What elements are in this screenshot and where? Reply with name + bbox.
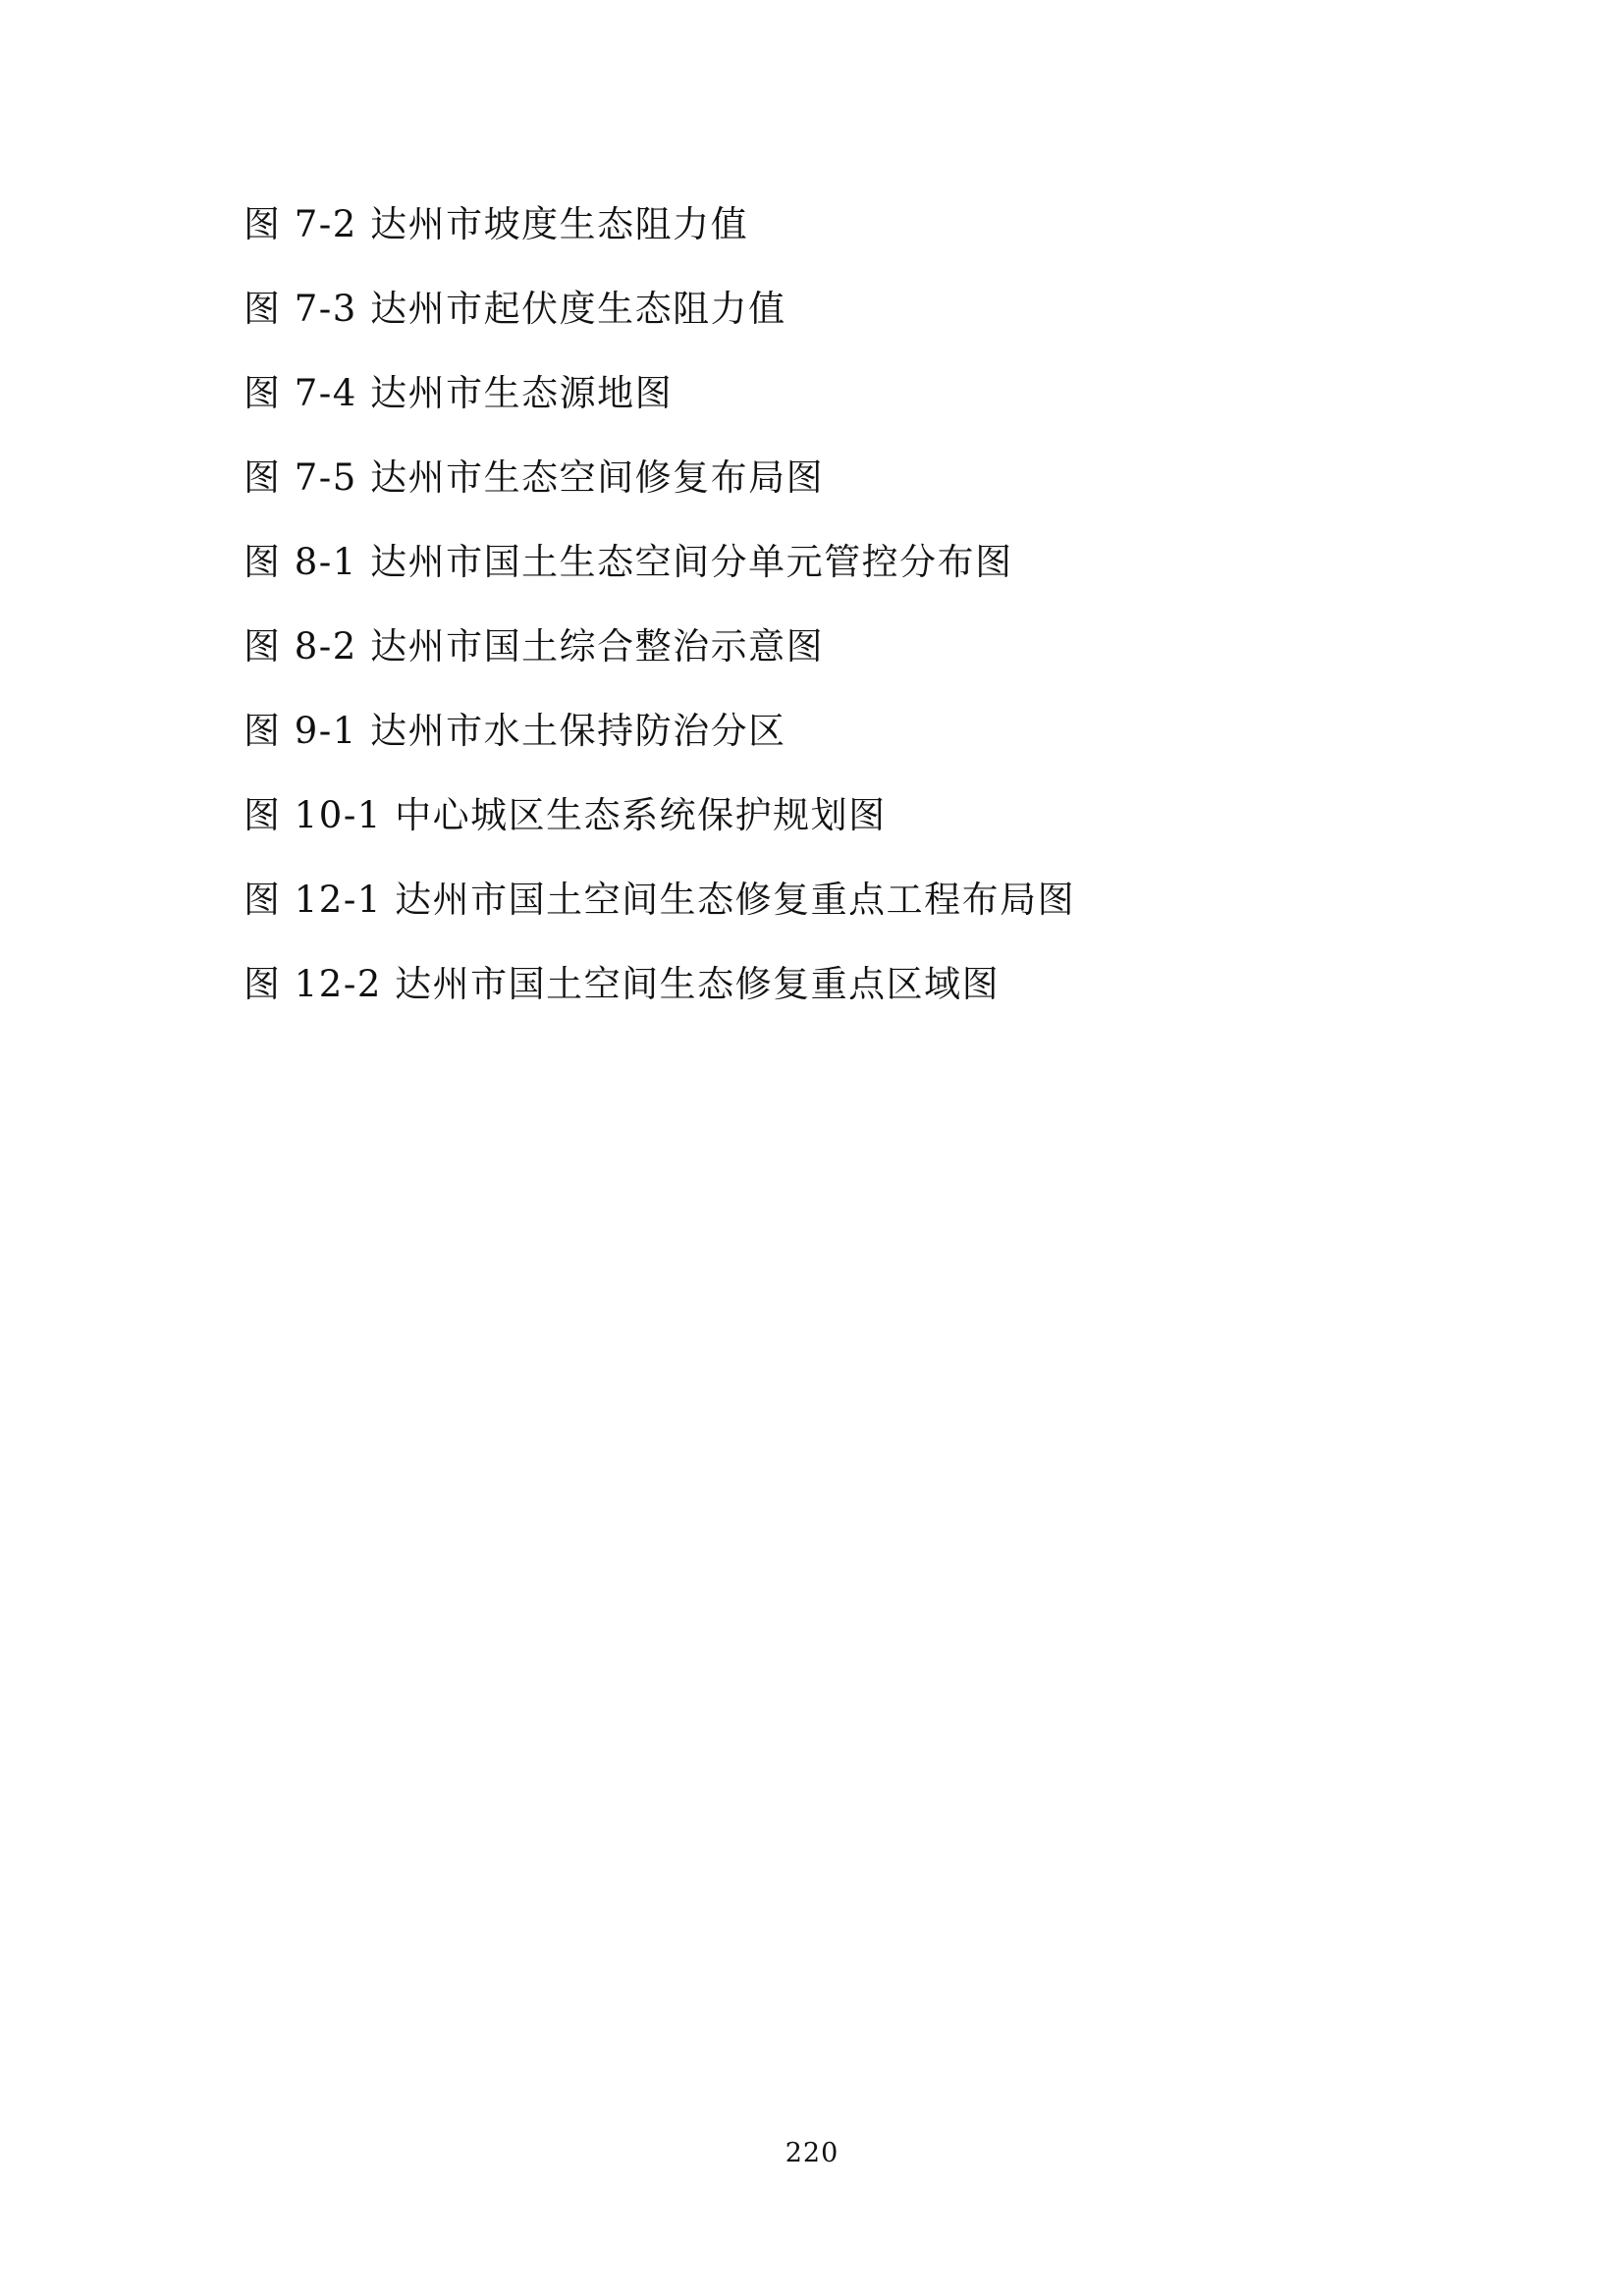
list-item: 图 7-5 达州市生态空间修复布局图 <box>244 456 825 499</box>
list-item: 图 8-1 达州市国土生态空间分单元管控分布图 <box>244 541 1013 583</box>
list-item: 图 8-2 达州市国土综合整治示意图 <box>244 625 825 667</box>
list-item: 图 12-1 达州市国土空间生态修复重点工程布局图 <box>244 879 1076 921</box>
list-item: 图 12-2 达州市国土空间生态修复重点区域图 <box>244 963 1001 1005</box>
list-item: 图 10-1 中心城区生态系统保护规划图 <box>244 794 887 836</box>
list-item: 图 7-3 达州市起伏度生态阻力值 <box>244 288 786 330</box>
page-number: 220 <box>785 2138 839 2168</box>
list-item: 图 7-2 达州市坡度生态阻力值 <box>244 203 749 245</box>
figure-list <box>244 183 1402 1027</box>
list-item: 图 7-4 达州市生态源地图 <box>244 372 674 414</box>
list-item: 图 9-1 达州市水土保持防治分区 <box>244 710 786 752</box>
